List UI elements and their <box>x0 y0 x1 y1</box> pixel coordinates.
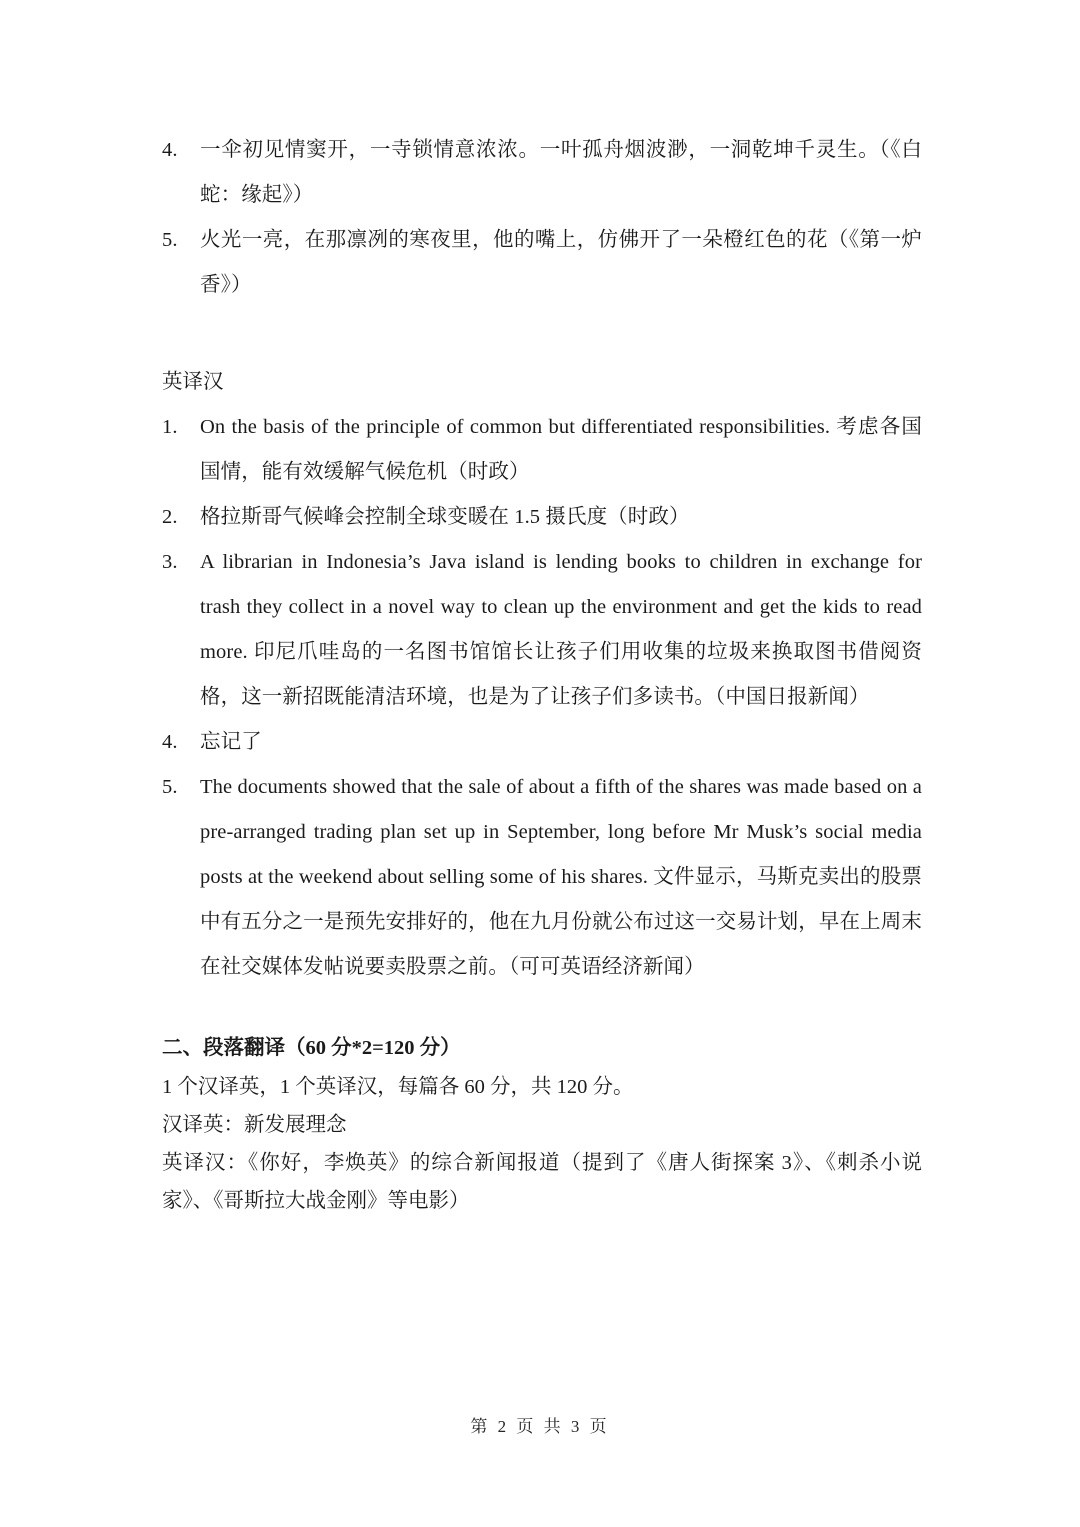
list-item-text: 格拉斯哥气候峰会控制全球变暖在 1.5 摄氏度（时政） <box>200 506 690 528</box>
paragraph-translation-en-to-zh: 英译汉：《你好，李焕英》的综合新闻报道（提到了《唐人街探案 3》、《刺杀小说家》、《哥斯拉大战金刚》等电影） <box>162 1152 922 1212</box>
list-item-text: A librarian in Indonesia’s Java island is lending books to children in exchange for trash they collect in a novel way to clean up the environment and get the kids to read more. 印尼爪哇岛的一名图书馆馆长让孩子们用收集的垃圾来换取图书借阅资格，这一新招既能清洁环境，也是为了让孩子们多读书。（中国日报新闻） <box>200 551 922 708</box>
list-item-text: 忘记了 <box>200 731 262 753</box>
list-item-number: 5. <box>162 229 178 251</box>
list-item <box>162 540 922 720</box>
list-item-number: 5. <box>162 776 178 798</box>
list-item-number: 4. <box>162 139 178 161</box>
page-footer: 第 2 页 共 3 页 <box>470 1417 610 1436</box>
list-item <box>162 765 922 990</box>
list-item-number: 3. <box>162 551 178 573</box>
list-item-text: The documents showed that the sale of about a fifth of the shares was made based on a pre-arranged trading plan set up in September, long before Mr Musk’s social media posts at the weekend about selling some of his shares. 文件显示，马斯克卖出的股票中有五分之一是预先安排好的，他在九月份就公布过这一交易计划，早在上周末在社交媒体发帖说要卖股票之前。（可可英语经济新闻） <box>200 776 922 978</box>
list-item-number: 4. <box>162 731 178 753</box>
spacer <box>162 990 922 1028</box>
list-item <box>162 128 922 218</box>
list-item-text: 火光一亮，在那凛冽的寒夜里，他的嘴上，仿佛开了一朵橙红色的花（《第一炉香》） <box>200 229 922 296</box>
list-item <box>162 405 922 495</box>
list-item <box>162 720 922 765</box>
list-item <box>162 495 922 540</box>
list-item-text: On the basis of the principle of common but differentiated responsibilities. 考虑各国国情，能有效缓解气候危机（时政） <box>200 416 922 483</box>
list-item-number: 1. <box>162 416 178 438</box>
section-heading-paragraph-translation: 二、段落翻译（60 分*2=120 分） <box>162 1037 461 1059</box>
spacer <box>162 308 922 360</box>
paragraph-translation-zh-to-en: 汉译英：新发展理念 <box>162 1114 347 1136</box>
page-content <box>162 128 922 1220</box>
paragraph-translation-description: 1 个汉译英，1 个英译汉，每篇各 60 分，共 120 分。 <box>162 1076 634 1098</box>
subsection-heading-en-to-zh: 英译汉 <box>162 371 224 393</box>
list-item-text: 一伞初见情窦开，一寺锁情意浓浓。一叶孤舟烟波渺，一洞乾坤千灵生。（《白蛇：缘起》） <box>200 139 922 206</box>
list-item <box>162 218 922 308</box>
list-item-number: 2. <box>162 506 178 528</box>
